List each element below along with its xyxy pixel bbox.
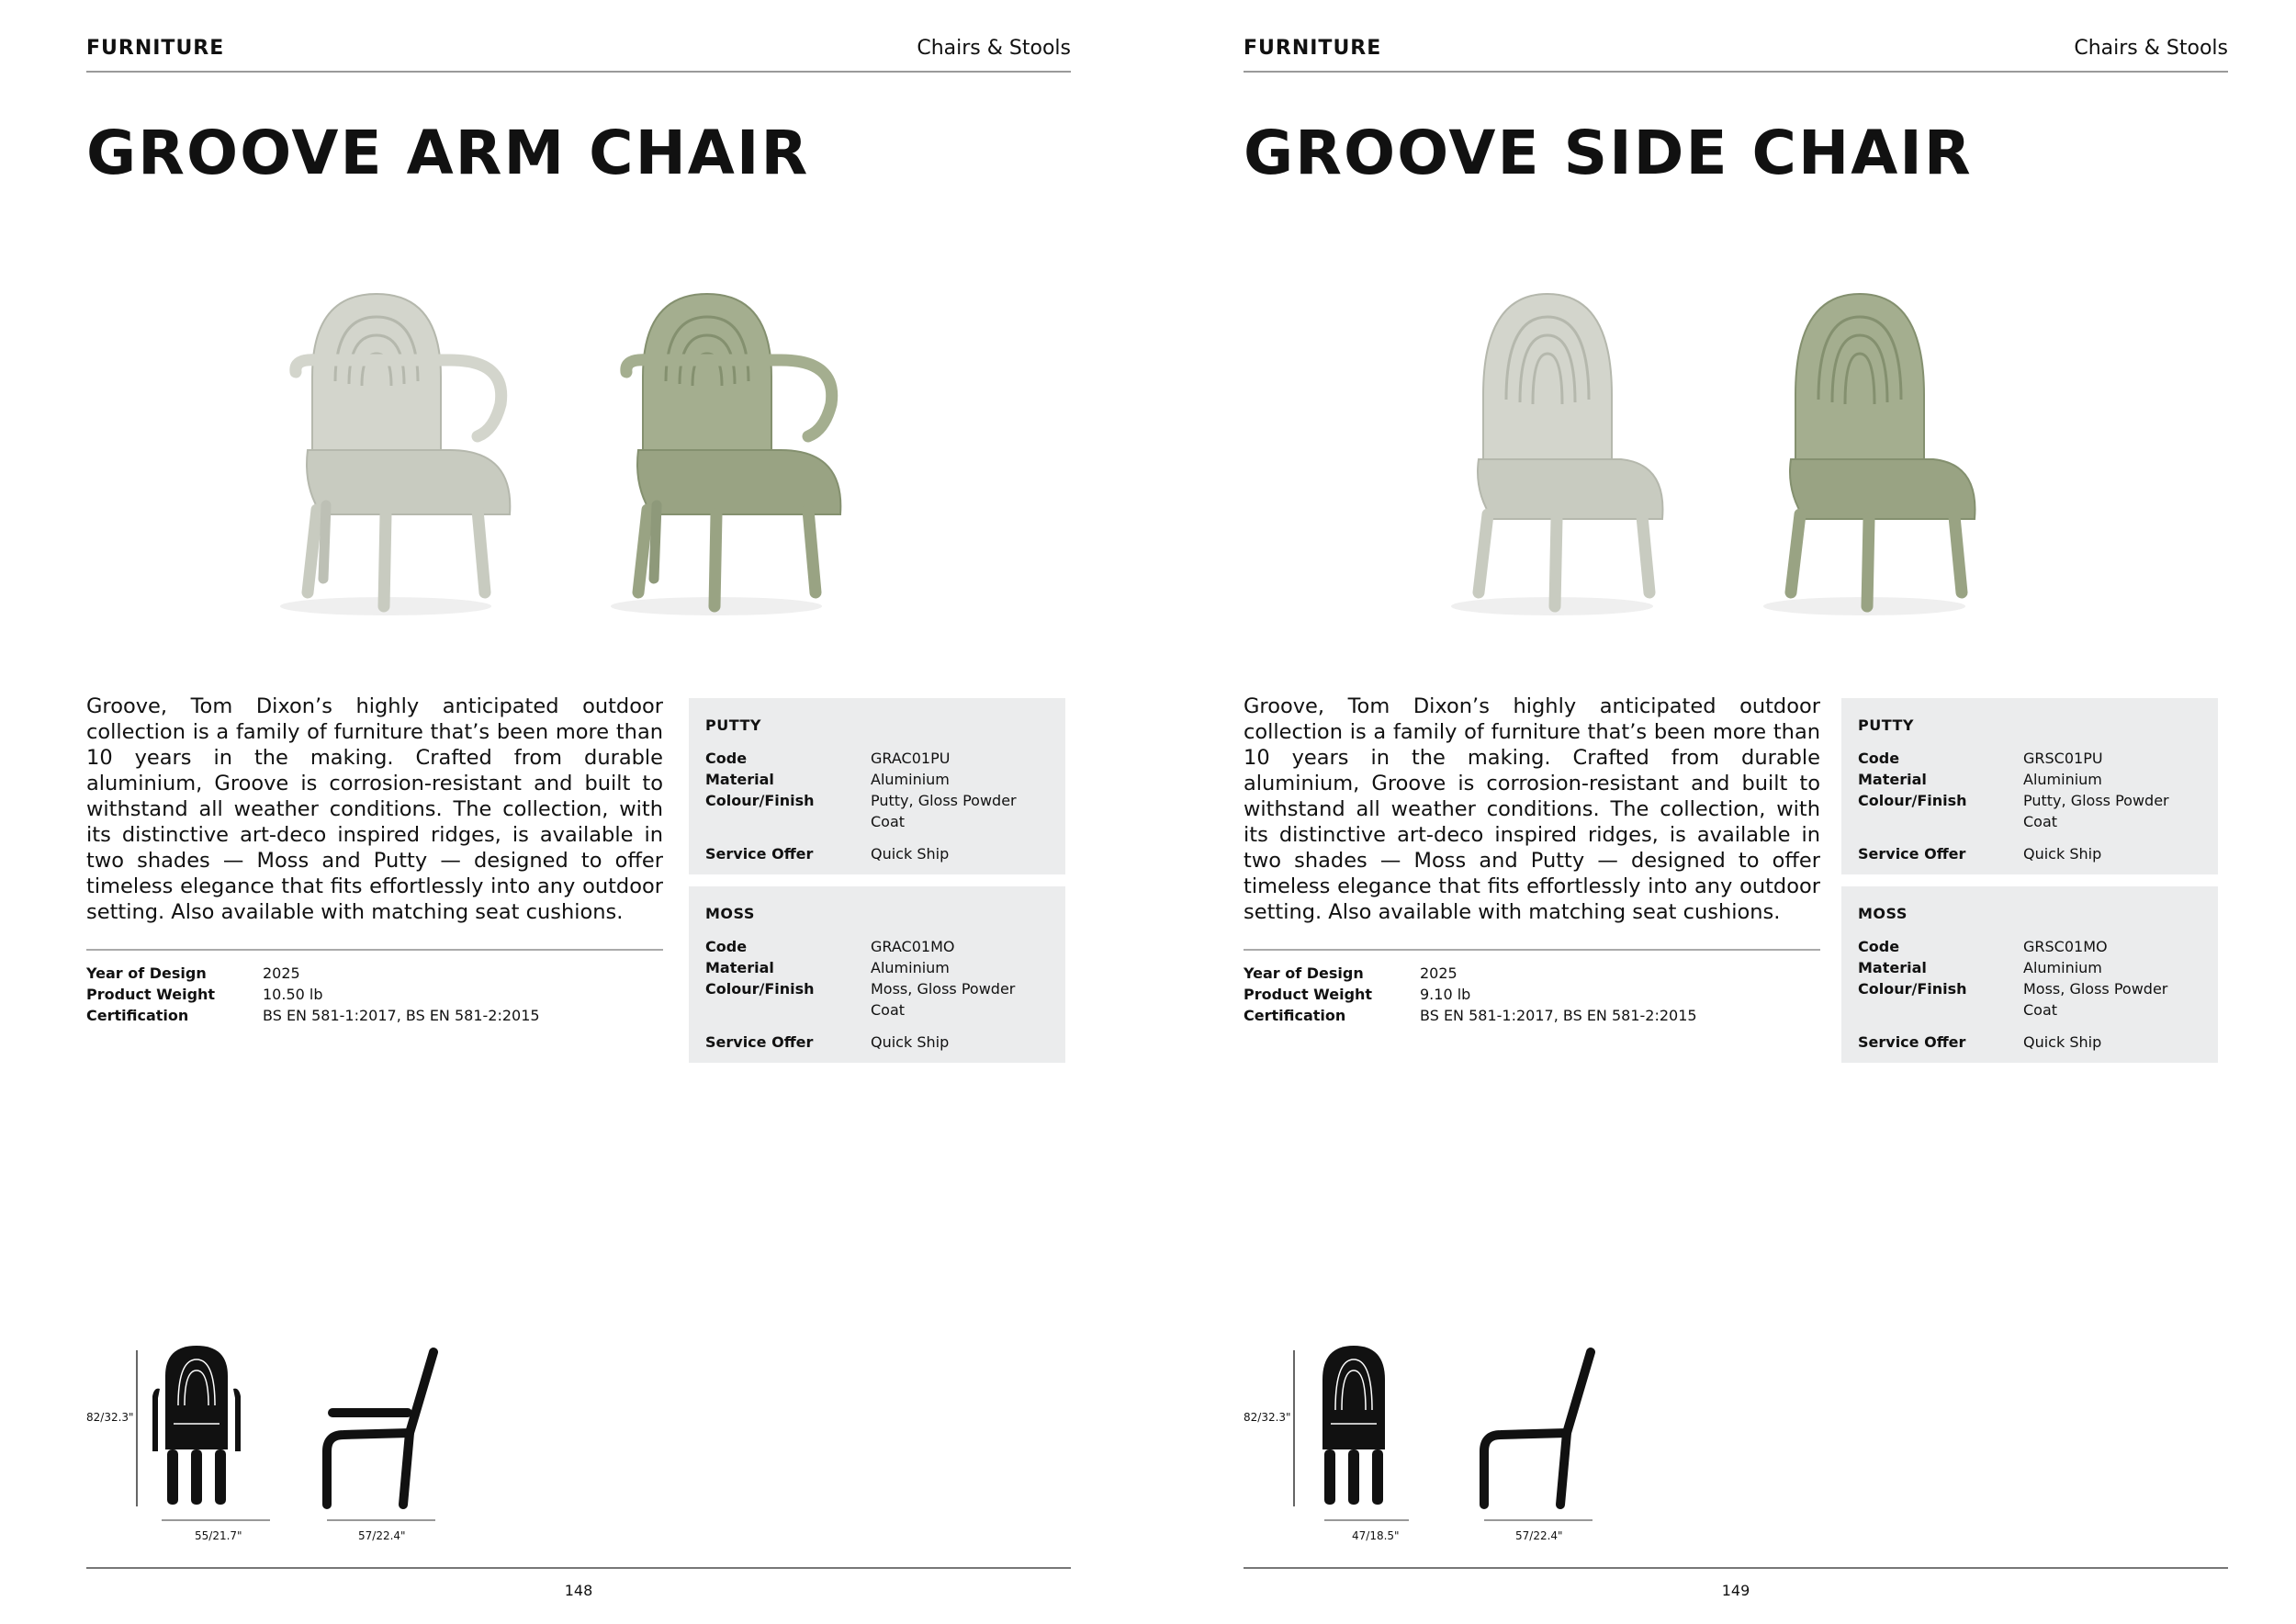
spec-row bbox=[86, 964, 540, 986]
finish-name: PUTTY bbox=[1858, 716, 1914, 734]
finish-label: Colour/Finish bbox=[705, 980, 815, 998]
finish-row bbox=[1858, 1032, 2189, 1053]
finish-row bbox=[1858, 936, 2189, 957]
finish-row bbox=[705, 1032, 1036, 1053]
finish-service: Quick Ship bbox=[2023, 845, 2102, 863]
product-description: Groove, Tom Dixon’s highly anticipated outdoor collection is a family of furniture that’s been more than 10 years in the making. Crafted from durable aluminium, Groove is corrosion-resistant and built to withstand all weather conditions. The collection, with its distinctive art-deco inspired ridges, is available in two shades — Moss and Putty — designed to offer timeless elegance that fits effortlessly into any outdoor setting. Also available with matching seat cushions. bbox=[1244, 694, 1820, 924]
finish-label: Material bbox=[705, 771, 774, 788]
finish-details bbox=[1858, 748, 2189, 864]
section-label: FURNITURE bbox=[1244, 37, 1382, 60]
depth-dimension: 57/22.4" bbox=[358, 1529, 406, 1542]
moss-arm-chair-image bbox=[611, 294, 840, 615]
spec-value: 9.10 lb bbox=[1420, 986, 1471, 1003]
spec-label: Product Weight bbox=[86, 986, 216, 1003]
spec-row bbox=[1244, 1007, 1697, 1028]
product-photos bbox=[1433, 276, 2057, 625]
spec-row bbox=[1244, 986, 1697, 1007]
finish-colour: Putty, Gloss Powder Coat bbox=[2023, 792, 2169, 830]
finish-row bbox=[1858, 843, 2189, 864]
finish-colour: Moss, Gloss Powder Coat bbox=[2023, 980, 2168, 1019]
dimension-diagram bbox=[1244, 1332, 1629, 1552]
finish-row bbox=[705, 936, 1036, 957]
dimension-drawings bbox=[86, 1332, 472, 1552]
finish-service: Quick Ship bbox=[2023, 1033, 2102, 1051]
spec-value: BS EN 581-1:2017, BS EN 581-2:2015 bbox=[263, 1007, 540, 1024]
finish-row bbox=[705, 978, 1036, 1021]
finish-label: Code bbox=[705, 938, 748, 955]
finish-label: Service Offer bbox=[1858, 1033, 1966, 1051]
spec-label: Product Weight bbox=[1244, 986, 1373, 1003]
finish-row bbox=[1858, 790, 2189, 832]
finish-label: Material bbox=[1858, 771, 1927, 788]
spec-row bbox=[86, 1007, 540, 1028]
spec-value: 10.50 lb bbox=[263, 986, 323, 1003]
spec-row bbox=[1244, 964, 1697, 986]
finish-code: GRSC01MO bbox=[2023, 938, 2108, 955]
finish-colour: Putty, Gloss Powder Coat bbox=[871, 792, 1017, 830]
finish-label: Colour/Finish bbox=[1858, 792, 1967, 809]
finish-label: Code bbox=[1858, 938, 1900, 955]
finish-row bbox=[1858, 957, 2189, 978]
section-label: FURNITURE bbox=[86, 37, 225, 60]
product-specs bbox=[1244, 964, 1697, 1028]
finish-row bbox=[705, 957, 1036, 978]
finish-material: Aluminium bbox=[871, 771, 950, 788]
spec-value: BS EN 581-1:2017, BS EN 581-2:2015 bbox=[1420, 1007, 1697, 1024]
height-dimension: 82/32.3" bbox=[1244, 1411, 1291, 1424]
product-title: GROOVE ARM CHAIR bbox=[86, 118, 810, 188]
side-chair-front-silhouette bbox=[1322, 1346, 1385, 1505]
spec-divider bbox=[1244, 949, 1820, 951]
finish-material: Aluminium bbox=[2023, 959, 2102, 976]
header-rule bbox=[86, 71, 1071, 73]
spec-value: 2025 bbox=[1420, 964, 1458, 982]
arm-chair-front-silhouette bbox=[152, 1346, 241, 1505]
category-label: Chairs & Stools bbox=[2074, 37, 2228, 60]
finish-box-putty bbox=[1841, 698, 2218, 874]
spec-label: Certification bbox=[1244, 1007, 1346, 1024]
finish-service: Quick Ship bbox=[871, 1033, 950, 1051]
finish-row bbox=[705, 748, 1036, 769]
finish-row bbox=[1858, 748, 2189, 769]
header-rule bbox=[1244, 71, 2228, 73]
finish-label: Material bbox=[705, 959, 774, 976]
width-dimension: 55/21.7" bbox=[195, 1529, 242, 1542]
finish-material: Aluminium bbox=[2023, 771, 2102, 788]
finish-code: GRAC01MO bbox=[871, 938, 955, 955]
finish-label: Code bbox=[705, 750, 748, 767]
putty-arm-chair-image bbox=[280, 294, 510, 615]
product-photos bbox=[266, 276, 891, 625]
spec-label: Year of Design bbox=[1244, 964, 1364, 982]
dimension-diagram bbox=[86, 1332, 472, 1552]
product-description: Groove, Tom Dixon’s highly anticipated outdoor collection is a family of furniture that’s been more than 10 years in the making. Crafted from durable aluminium, Groove is corrosion-resistant and built to withstand all weather conditions. The collection, with its distinctive art-deco inspired ridges, is available in two shades — Moss and Putty — designed to offer timeless elegance that fits effortlessly into any outdoor setting. Also available with matching seat cushions. bbox=[86, 694, 663, 924]
finish-label: Service Offer bbox=[705, 845, 814, 863]
finish-details bbox=[705, 748, 1036, 864]
finish-name: PUTTY bbox=[705, 716, 761, 734]
spec-label: Year of Design bbox=[86, 964, 207, 982]
page-right bbox=[1148, 0, 2296, 1624]
depth-dimension: 57/22.4" bbox=[1515, 1529, 1563, 1542]
footer-rule bbox=[1244, 1567, 2228, 1569]
product-title: GROOVE SIDE CHAIR bbox=[1244, 118, 1973, 188]
finish-name: MOSS bbox=[705, 905, 755, 922]
side-chair-side-silhouette bbox=[1484, 1352, 1591, 1505]
spec-label: Certification bbox=[86, 1007, 189, 1024]
finish-box-moss bbox=[1841, 886, 2218, 1063]
product-specs bbox=[86, 964, 540, 1028]
finish-row bbox=[705, 790, 1036, 832]
finish-material: Aluminium bbox=[871, 959, 950, 976]
category-label: Chairs & Stools bbox=[917, 37, 1071, 60]
page-number: 149 bbox=[1721, 1582, 1750, 1599]
finish-label: Service Offer bbox=[705, 1033, 814, 1051]
page-number: 148 bbox=[564, 1582, 593, 1599]
finish-code: GRAC01PU bbox=[871, 750, 951, 767]
spec-value: 2025 bbox=[263, 964, 300, 982]
spec-row bbox=[86, 986, 540, 1007]
finish-code: GRSC01PU bbox=[2023, 750, 2103, 767]
finish-label: Colour/Finish bbox=[1858, 980, 1967, 998]
width-dimension: 47/18.5" bbox=[1352, 1529, 1400, 1542]
finish-box-moss bbox=[689, 886, 1065, 1063]
finish-service: Quick Ship bbox=[871, 845, 950, 863]
arm-chair-side-silhouette bbox=[327, 1352, 433, 1505]
spec-divider bbox=[86, 949, 663, 951]
dimension-drawings bbox=[1244, 1332, 1629, 1552]
finish-row bbox=[1858, 978, 2189, 1021]
height-dimension: 82/32.3" bbox=[86, 1411, 134, 1424]
finish-row bbox=[1858, 769, 2189, 790]
moss-side-chair-image bbox=[1763, 294, 1975, 615]
finish-name: MOSS bbox=[1858, 905, 1908, 922]
footer-rule bbox=[86, 1567, 1071, 1569]
finish-row bbox=[705, 769, 1036, 790]
finish-label: Colour/Finish bbox=[705, 792, 815, 809]
finish-colour: Moss, Gloss Powder Coat bbox=[871, 980, 1016, 1019]
finish-label: Code bbox=[1858, 750, 1900, 767]
putty-side-chair-image bbox=[1451, 294, 1662, 615]
finish-label: Material bbox=[1858, 959, 1927, 976]
finish-row bbox=[705, 843, 1036, 864]
finish-details bbox=[1858, 936, 2189, 1053]
finish-box-putty bbox=[689, 698, 1065, 874]
finish-label: Service Offer bbox=[1858, 845, 1966, 863]
finish-details bbox=[705, 936, 1036, 1053]
